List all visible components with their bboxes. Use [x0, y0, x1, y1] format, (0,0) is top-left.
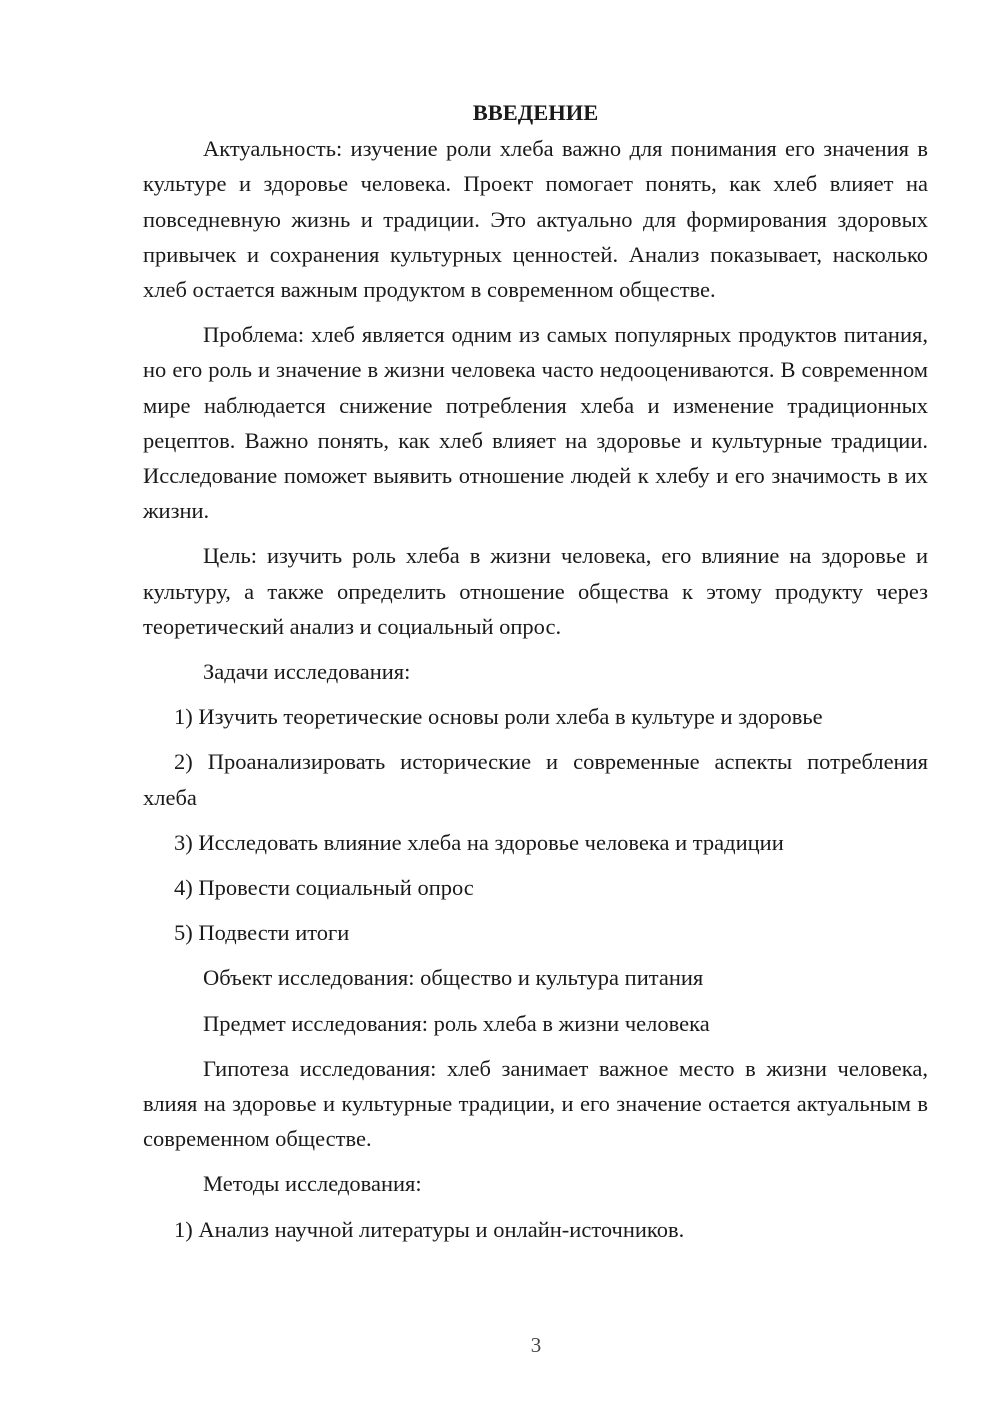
- list-item: 2) Проанализировать исторические и современные аспекты потребления хлеба: [143, 749, 928, 810]
- page-number: 3: [530, 1333, 542, 1357]
- list-item: 1) Изучить теоретические основы роли хлеба в культуре и здоровье: [174, 704, 823, 730]
- methods-list: [143, 1212, 928, 1247]
- subject-line: Предмет исследования: роль хлеба в жизни человека: [203, 1010, 710, 1036]
- tasks-heading: Задачи исследования:: [203, 659, 411, 685]
- list-item: 4) Провести социальный опрос: [174, 875, 474, 901]
- hypothesis-paragraph: Гипотеза исследования: хлеб занимает важное место в жизни человека, влияя на здоровье и культурные традиции, и его значение остается актуальным в современном обществе.: [143, 1055, 928, 1152]
- problem-paragraph: Проблема: хлеб является одним из самых популярных продуктов питания, но его роль и значение в жизни человека часто недооцениваются. В современном мире наблюдается снижение потребления хлеба и изменение традиционных рецептов. Важно понять, как хлеб влияет на здоровье и культурные традиции. Исследование поможет выявить отношение людей к хлебу и его значимость в их жизни.: [143, 322, 928, 524]
- methods-heading: Методы исследования:: [203, 1171, 422, 1197]
- tasks-list: [143, 699, 928, 950]
- object-line: Объект исследования: общество и культура питания: [203, 965, 704, 991]
- section-heading: ВВЕДЕНИЕ: [472, 100, 599, 125]
- list-item: 1) Анализ научной литературы и онлайн-источников.: [174, 1216, 685, 1242]
- list-item: 5) Подвести итоги: [174, 920, 350, 946]
- relevance-paragraph: Актуальность: изучение роли хлеба важно для понимания его значения в культуре и здоровье человека. Проект помогает понять, как хлеб влияет на повседневную жизнь и традиции. Это актуально для формирования здоровых привычек и сохранения культурных ценностей. Анализ показывает, насколько хлеб остается важным продуктом в современном обществе.: [143, 136, 928, 303]
- page-body: [143, 95, 928, 1247]
- goal-paragraph: Цель: изучить роль хлеба в жизни человека, его влияние на здоровье и культуру, а также определить отношение общества к этому продукту через теоретический анализ и социальный опрос.: [143, 543, 928, 639]
- list-item: 3) Исследовать влияние хлеба на здоровье человека и традиции: [174, 829, 784, 855]
